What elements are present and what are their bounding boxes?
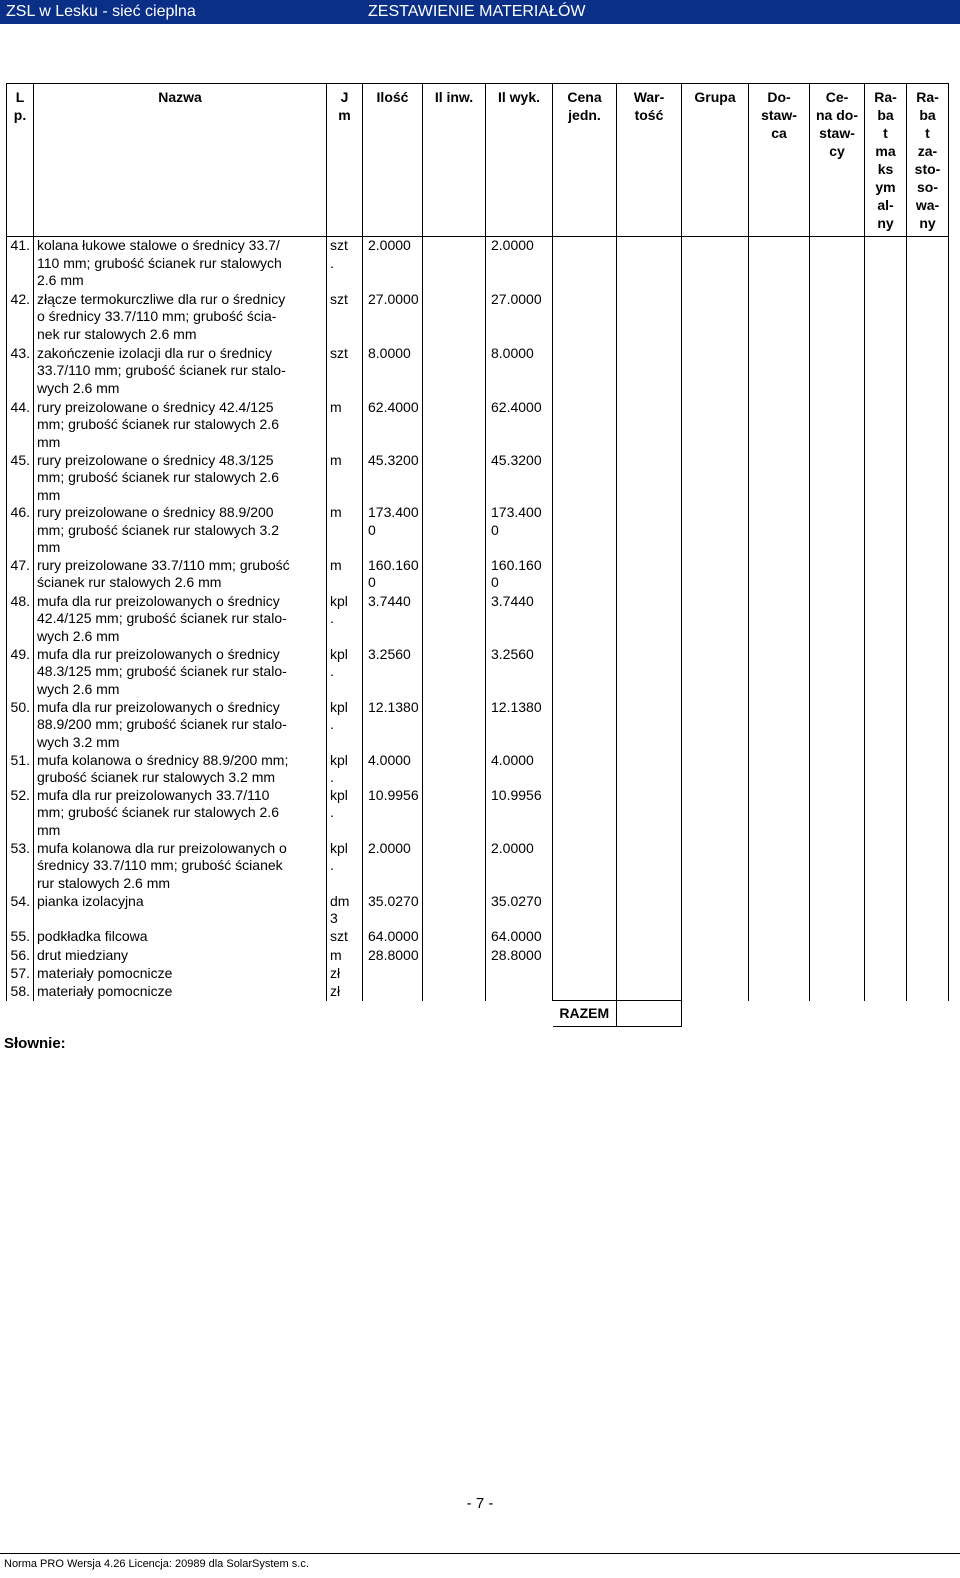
unit: kpl . — [327, 787, 363, 840]
col-grupa-cell — [682, 965, 749, 983]
quantity-inv — [423, 345, 486, 399]
col-cena-cell — [553, 947, 617, 965]
quantity: 2.0000 — [363, 840, 423, 893]
row-number: 42. — [7, 291, 34, 345]
col-grupa-cell — [682, 291, 749, 345]
col-grupa-cell — [682, 237, 749, 291]
col-rabat-maks-cell — [865, 965, 907, 983]
col-cena-cell — [553, 557, 617, 593]
razem-label: RAZEM — [553, 1001, 617, 1027]
unit: m — [327, 399, 363, 452]
unit: kpl . — [327, 699, 363, 752]
material-name: rury preizolowane o średnicy 88.9/200 mm; grubość ścianek rur stalowych 3.2 mm — [34, 504, 327, 557]
col-cena-cell — [553, 345, 617, 399]
col-rabat-maks-cell — [865, 928, 907, 947]
page-number: - 7 - — [466, 1495, 494, 1512]
table-row — [7, 893, 949, 928]
col-dostawca-cell — [749, 983, 810, 1001]
col-wartosc-cell — [617, 345, 682, 399]
table-row — [7, 965, 949, 983]
quantity — [363, 983, 423, 1001]
col-ilinw-header: Il inw. — [423, 84, 486, 237]
quantity-done: 3.7440 — [486, 593, 553, 646]
material-name: mufa dla rur preizolowanych o średnicy 48.3/125 mm; grubość ścianek rur stalo- wych 2.6 mm — [34, 646, 327, 699]
unit: dm 3 — [327, 893, 363, 928]
quantity-done: 10.9956 — [486, 787, 553, 840]
quantity: 35.0270 — [363, 893, 423, 928]
total-row-filler — [682, 1001, 949, 1027]
col-wartosc-cell — [617, 452, 682, 505]
materials-table — [6, 83, 949, 1027]
col-rabat-zast-cell — [907, 928, 949, 947]
col-grupa-cell — [682, 399, 749, 452]
unit: szt . — [327, 237, 363, 291]
quantity: 27.0000 — [363, 291, 423, 345]
table-row — [7, 840, 949, 893]
col-grupa-cell — [682, 699, 749, 752]
row-number: 46. — [7, 504, 34, 557]
col-rabat-maks-cell — [865, 452, 907, 505]
material-name: podkładka filcowa — [34, 928, 327, 947]
col-cena-cell — [553, 752, 617, 787]
col-cena-cell — [553, 291, 617, 345]
material-name: złącze termokurczliwe dla rur o średnicy o średnicy 33.7/110 mm; grubość ścia- nek rur stalowych 2.6 mm — [34, 291, 327, 345]
col-dostawca-cell — [749, 593, 810, 646]
col-wartosc-cell — [617, 557, 682, 593]
quantity-inv — [423, 504, 486, 557]
col-cena-cell — [553, 983, 617, 1001]
table-row — [7, 557, 949, 593]
table-row — [7, 452, 949, 505]
table-row — [7, 947, 949, 965]
unit: m — [327, 504, 363, 557]
row-number: 57. — [7, 965, 34, 983]
quantity-done: 4.0000 — [486, 752, 553, 787]
quantity-done: 160.160 0 — [486, 557, 553, 593]
col-wartosc-cell — [617, 504, 682, 557]
col-rabat-zast-cell — [907, 787, 949, 840]
col-cena-cell — [553, 965, 617, 983]
col-grupa-cell — [682, 557, 749, 593]
quantity — [363, 965, 423, 983]
col-rabat-maks-cell — [865, 787, 907, 840]
unit: szt — [327, 928, 363, 947]
col-rabat-zast-cell — [907, 699, 949, 752]
col-rabat-maks-cell — [865, 504, 907, 557]
quantity-inv — [423, 699, 486, 752]
col-cena-cell — [553, 593, 617, 646]
col-nazwa-header: Nazwa — [34, 84, 327, 237]
unit: m — [327, 452, 363, 505]
col-wartosc-cell — [617, 237, 682, 291]
row-number: 54. — [7, 893, 34, 928]
col-dostawca-cell — [749, 965, 810, 983]
col-dostawca-cell — [749, 646, 810, 699]
quantity-done: 12.1380 — [486, 699, 553, 752]
col-lp-header: L p. — [7, 84, 34, 237]
row-number: 55. — [7, 928, 34, 947]
col-grupa-cell — [682, 452, 749, 505]
col-grupa-cell — [682, 983, 749, 1001]
col-cena-dostawcy-cell — [810, 557, 865, 593]
row-number: 48. — [7, 593, 34, 646]
col-dostawca-cell — [749, 752, 810, 787]
quantity: 28.8000 — [363, 947, 423, 965]
quantity-inv — [423, 983, 486, 1001]
row-number: 50. — [7, 699, 34, 752]
col-grupa-cell — [682, 345, 749, 399]
table-header-row — [7, 84, 949, 237]
col-grupa-header: Grupa — [682, 84, 749, 237]
col-ilosc-header: Ilość — [363, 84, 423, 237]
col-dostawca-cell — [749, 840, 810, 893]
col-jm-header: J m — [327, 84, 363, 237]
col-rabat-maks-cell — [865, 983, 907, 1001]
unit: kpl . — [327, 593, 363, 646]
quantity: 8.0000 — [363, 345, 423, 399]
quantity-inv — [423, 646, 486, 699]
col-wartosc-cell — [617, 840, 682, 893]
col-rabat-zast-cell — [907, 291, 949, 345]
col-cena-dostawcy-header: Ce- na do- staw- cy — [810, 84, 865, 237]
col-rabat-maks-cell — [865, 291, 907, 345]
col-cena-dostawcy-cell — [810, 593, 865, 646]
col-wartosc-cell — [617, 787, 682, 840]
col-rabat-zast-cell — [907, 947, 949, 965]
col-cena-dostawcy-cell — [810, 291, 865, 345]
total-row-spacer — [7, 1001, 553, 1027]
col-rabat-zast-cell — [907, 965, 949, 983]
col-grupa-cell — [682, 593, 749, 646]
material-name: kolana łukowe stalowe o średnicy 33.7/ 110 mm; grubość ścianek rur stalowych 2.6 mm — [34, 237, 327, 291]
quantity-inv — [423, 237, 486, 291]
quantity-inv — [423, 787, 486, 840]
col-wartosc-cell — [617, 646, 682, 699]
col-dostawca-cell — [749, 345, 810, 399]
quantity-inv — [423, 752, 486, 787]
col-dostawca-cell — [749, 452, 810, 505]
col-rabat-maks-cell — [865, 699, 907, 752]
table-row — [7, 291, 949, 345]
col-wartosc-cell — [617, 593, 682, 646]
col-rabat-maks-cell — [865, 893, 907, 928]
unit: szt — [327, 345, 363, 399]
col-wartosc-cell — [617, 752, 682, 787]
document-title: ZESTAWIENIE MATERIAŁÓW — [368, 3, 586, 20]
quantity: 160.160 0 — [363, 557, 423, 593]
quantity: 3.2560 — [363, 646, 423, 699]
quantity-inv — [423, 947, 486, 965]
table-row — [7, 699, 949, 752]
col-dostawca-cell — [749, 699, 810, 752]
col-dostawca-cell — [749, 291, 810, 345]
col-cena-dostawcy-cell — [810, 345, 865, 399]
col-cena-cell — [553, 840, 617, 893]
col-cena-header: Cena jedn. — [553, 84, 617, 237]
quantity-done: 45.3200 — [486, 452, 553, 505]
quantity: 10.9956 — [363, 787, 423, 840]
col-rabat-maks-cell — [865, 646, 907, 699]
table-row — [7, 983, 949, 1001]
col-dostawca-cell — [749, 399, 810, 452]
col-dostawca-cell — [749, 893, 810, 928]
col-wartosc-cell — [617, 291, 682, 345]
table-row — [7, 646, 949, 699]
col-grupa-cell — [682, 646, 749, 699]
quantity-done: 3.2560 — [486, 646, 553, 699]
quantity-inv — [423, 840, 486, 893]
material-name: rury preizolowane o średnicy 48.3/125 mm; grubość ścianek rur stalowych 2.6 mm — [34, 452, 327, 505]
col-dostawca-cell — [749, 928, 810, 947]
col-dostawca-cell — [749, 947, 810, 965]
col-cena-dostawcy-cell — [810, 237, 865, 291]
row-number: 49. — [7, 646, 34, 699]
col-cena-dostawcy-cell — [810, 452, 865, 505]
col-dostawca-cell — [749, 787, 810, 840]
quantity-done: 27.0000 — [486, 291, 553, 345]
col-grupa-cell — [682, 893, 749, 928]
quantity: 2.0000 — [363, 237, 423, 291]
row-number: 43. — [7, 345, 34, 399]
quantity: 173.400 0 — [363, 504, 423, 557]
col-rabat-zast-cell — [907, 893, 949, 928]
table-row — [7, 787, 949, 840]
quantity-done: 8.0000 — [486, 345, 553, 399]
row-number: 53. — [7, 840, 34, 893]
unit: m — [327, 947, 363, 965]
col-dostawca-cell — [749, 557, 810, 593]
col-cena-dostawcy-cell — [810, 983, 865, 1001]
col-rabat-maks-cell — [865, 557, 907, 593]
table-row — [7, 928, 949, 947]
col-rabat-zast-cell — [907, 983, 949, 1001]
col-grupa-cell — [682, 787, 749, 840]
col-grupa-cell — [682, 504, 749, 557]
col-cena-cell — [553, 928, 617, 947]
quantity: 4.0000 — [363, 752, 423, 787]
col-rabat-maks-cell — [865, 593, 907, 646]
col-grupa-cell — [682, 840, 749, 893]
quantity-inv — [423, 965, 486, 983]
col-rabat-maks-cell — [865, 237, 907, 291]
col-rabat-zast-cell — [907, 452, 949, 505]
quantity-done: 173.400 0 — [486, 504, 553, 557]
col-cena-dostawcy-cell — [810, 504, 865, 557]
col-wartosc-cell — [617, 928, 682, 947]
material-name: mufa dla rur preizolowanych o średnicy 88.9/200 mm; grubość ścianek rur stalo- wych 3.2 mm — [34, 699, 327, 752]
col-wartosc-cell — [617, 947, 682, 965]
quantity: 64.0000 — [363, 928, 423, 947]
table-row — [7, 504, 949, 557]
quantity-inv — [423, 593, 486, 646]
row-number: 58. — [7, 983, 34, 1001]
quantity-inv — [423, 291, 486, 345]
table-row — [7, 345, 949, 399]
footer-text: Norma PRO Wersja 4.26 Licencja: 20989 dla SolarSystem s.c. — [4, 1558, 309, 1570]
material-name: rury preizolowane o średnicy 42.4/125 mm; grubość ścianek rur stalowych 2.6 mm — [34, 399, 327, 452]
unit: kpl . — [327, 752, 363, 787]
table-row — [7, 752, 949, 787]
material-name: mufa kolanowa dla rur preizolowanych o średnicy 33.7/110 mm; grubość ścianek rur stalowych 2.6 mm — [34, 840, 327, 893]
col-rabat-maks-cell — [865, 345, 907, 399]
col-cena-dostawcy-cell — [810, 893, 865, 928]
table-row — [7, 593, 949, 646]
col-cena-dostawcy-cell — [810, 928, 865, 947]
col-rabat-zast-header: Ra- ba t za- sto- so- wa- ny — [907, 84, 949, 237]
col-dostawca-cell — [749, 504, 810, 557]
col-wartosc-cell — [617, 965, 682, 983]
table-row — [7, 399, 949, 452]
quantity-done: 62.4000 — [486, 399, 553, 452]
quantity: 62.4000 — [363, 399, 423, 452]
material-name: pianka izolacyjna — [34, 893, 327, 928]
page-header — [0, 0, 960, 24]
col-grupa-cell — [682, 947, 749, 965]
col-cena-dostawcy-cell — [810, 699, 865, 752]
col-cena-dostawcy-cell — [810, 947, 865, 965]
col-rabat-zast-cell — [907, 399, 949, 452]
material-name: mufa dla rur preizolowanych o średnicy 42.4/125 mm; grubość ścianek rur stalo- wych 2.6 mm — [34, 593, 327, 646]
col-cena-cell — [553, 399, 617, 452]
col-dostawca-header: Do- staw- ca — [749, 84, 810, 237]
row-number: 56. — [7, 947, 34, 965]
row-number: 44. — [7, 399, 34, 452]
table-row — [7, 237, 949, 291]
unit: szt — [327, 291, 363, 345]
unit: zł — [327, 983, 363, 1001]
quantity: 12.1380 — [363, 699, 423, 752]
quantity-inv — [423, 928, 486, 947]
slownie-label: Słownie: — [4, 1035, 66, 1052]
quantity-inv — [423, 557, 486, 593]
material-name: zakończenie izolacji dla rur o średnicy 33.7/110 mm; grubość ścianek rur stalo- wych 2.6 mm — [34, 345, 327, 399]
col-cena-cell — [553, 893, 617, 928]
col-cena-dostawcy-cell — [810, 965, 865, 983]
quantity: 3.7440 — [363, 593, 423, 646]
col-rabat-maks-cell — [865, 947, 907, 965]
col-rabat-maks-cell — [865, 840, 907, 893]
quantity-done — [486, 983, 553, 1001]
col-wartosc-cell — [617, 893, 682, 928]
col-cena-cell — [553, 237, 617, 291]
col-wartosc-cell — [617, 699, 682, 752]
total-row — [7, 1001, 949, 1027]
col-cena-cell — [553, 699, 617, 752]
material-name: rury preizolowane 33.7/110 mm; grubość ścianek rur stalowych 2.6 mm — [34, 557, 327, 593]
col-rabat-maks-cell — [865, 399, 907, 452]
material-name: materiały pomocnicze — [34, 965, 327, 983]
material-name: mufa dla rur preizolowanych 33.7/110 mm; grubość ścianek rur stalowych 2.6 mm — [34, 787, 327, 840]
col-grupa-cell — [682, 752, 749, 787]
material-name: mufa kolanowa o średnicy 88.9/200 mm; grubość ścianek rur stalowych 3.2 mm — [34, 752, 327, 787]
row-number: 51. — [7, 752, 34, 787]
quantity-inv — [423, 399, 486, 452]
project-title: ZSL w Lesku - sieć cieplna — [6, 3, 196, 20]
col-wartosc-cell — [617, 399, 682, 452]
quantity-done — [486, 965, 553, 983]
col-wartosc-cell — [617, 983, 682, 1001]
col-rabat-zast-cell — [907, 752, 949, 787]
col-rabat-zast-cell — [907, 237, 949, 291]
page-footer — [0, 1553, 960, 1578]
unit: kpl . — [327, 646, 363, 699]
col-rabat-zast-cell — [907, 557, 949, 593]
quantity-done: 2.0000 — [486, 840, 553, 893]
row-number: 52. — [7, 787, 34, 840]
col-cena-dostawcy-cell — [810, 787, 865, 840]
col-cena-cell — [553, 504, 617, 557]
quantity-done: 28.8000 — [486, 947, 553, 965]
col-rabat-zast-cell — [907, 646, 949, 699]
unit: kpl . — [327, 840, 363, 893]
quantity-inv — [423, 452, 486, 505]
quantity-done: 2.0000 — [486, 237, 553, 291]
material-name: materiały pomocnicze — [34, 983, 327, 1001]
quantity: 45.3200 — [363, 452, 423, 505]
quantity-inv — [423, 893, 486, 928]
col-ilwyk-header: Il wyk. — [486, 84, 553, 237]
col-rabat-zast-cell — [907, 593, 949, 646]
col-cena-dostawcy-cell — [810, 399, 865, 452]
col-cena-dostawcy-cell — [810, 840, 865, 893]
col-rabat-maks-cell — [865, 752, 907, 787]
col-rabat-maks-header: Ra- ba t ma ks ym al- ny — [865, 84, 907, 237]
row-number: 47. — [7, 557, 34, 593]
col-rabat-zast-cell — [907, 840, 949, 893]
col-cena-dostawcy-cell — [810, 752, 865, 787]
unit: m — [327, 557, 363, 593]
col-grupa-cell — [682, 928, 749, 947]
col-rabat-zast-cell — [907, 345, 949, 399]
col-cena-cell — [553, 452, 617, 505]
material-name: drut miedziany — [34, 947, 327, 965]
col-cena-cell — [553, 646, 617, 699]
col-wartosc-header: War- tość — [617, 84, 682, 237]
col-rabat-zast-cell — [907, 504, 949, 557]
quantity-done: 64.0000 — [486, 928, 553, 947]
razem-value — [617, 1001, 682, 1027]
col-cena-cell — [553, 787, 617, 840]
row-number: 45. — [7, 452, 34, 505]
row-number: 41. — [7, 237, 34, 291]
unit: zł — [327, 965, 363, 983]
col-cena-dostawcy-cell — [810, 646, 865, 699]
quantity-done: 35.0270 — [486, 893, 553, 928]
col-dostawca-cell — [749, 237, 810, 291]
